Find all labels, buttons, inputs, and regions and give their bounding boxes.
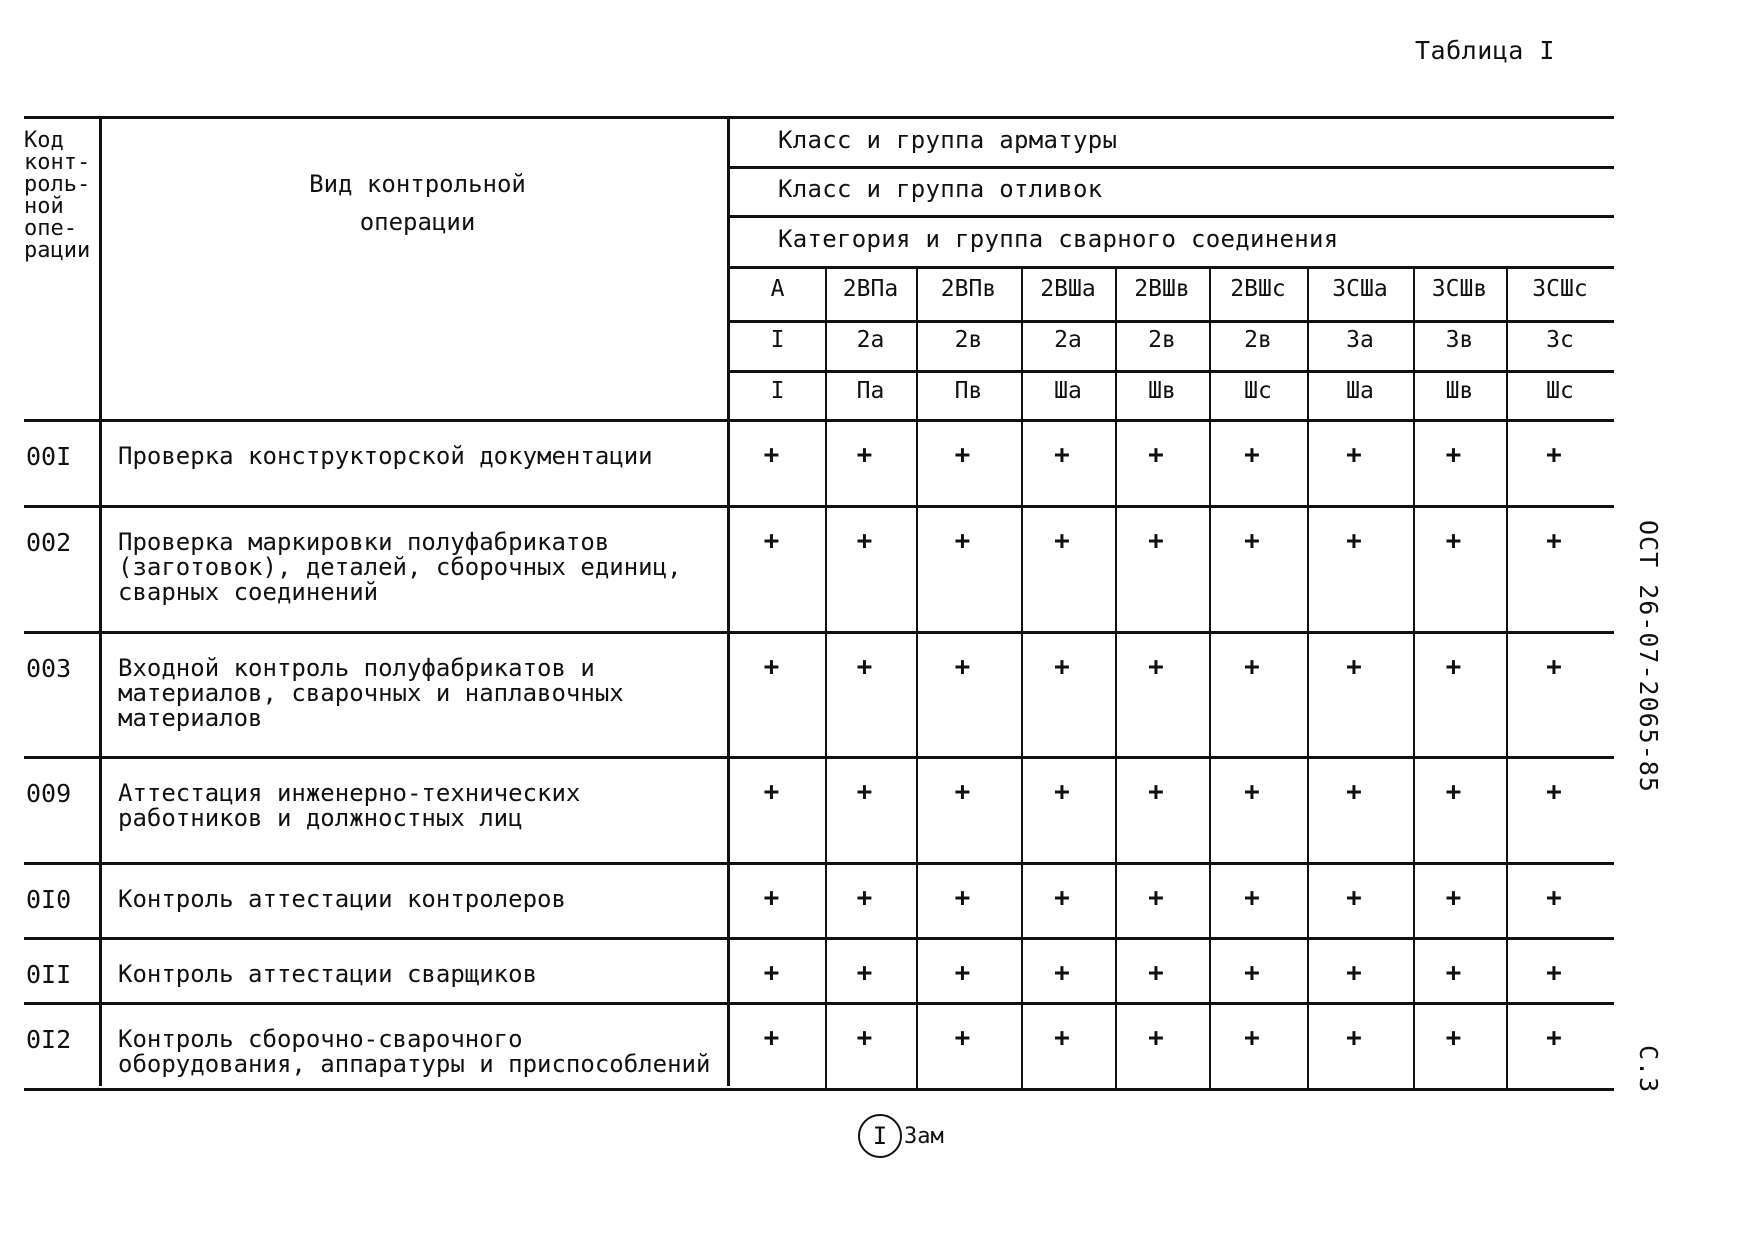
armature-class-cell: 3СШа (1332, 276, 1388, 302)
amendment-mark (858, 1114, 944, 1158)
row-mark: + (1244, 526, 1260, 556)
castings-class-cell: 2в (1244, 327, 1272, 353)
row-operation: Контроль аттестации контролеров (118, 885, 566, 913)
armature-divider (730, 166, 1614, 169)
armature-class-cell: 2ВПа (842, 276, 899, 302)
armature-class-cell: 3СШв (1431, 276, 1488, 302)
row-mark: + (1244, 652, 1260, 682)
row-mark: + (954, 958, 971, 988)
row-mark: + (1244, 777, 1260, 807)
weld-group-cell: Шв (1148, 378, 1176, 404)
row-mark: + (1244, 958, 1260, 988)
row-mark: + (763, 1023, 780, 1053)
row-mark: + (1244, 440, 1260, 470)
row-mark: + (1445, 652, 1462, 682)
row-mark: + (763, 526, 780, 556)
row-mark: + (1445, 526, 1462, 556)
weld-group-cell: Шв (1445, 378, 1474, 404)
row-mark: + (856, 958, 873, 988)
row-mark: + (856, 440, 873, 470)
castings-class-cell: 2в (954, 327, 983, 353)
weld-divider (730, 266, 1614, 269)
row-operation: Контроль сборочно-сварочного оборудования, аппаратуры и приспособлений (118, 1025, 711, 1078)
castings-class-cell: 3с (1546, 327, 1574, 353)
row-mark: + (1546, 777, 1562, 807)
armature-class-cell: 2ВПв (940, 276, 997, 302)
row-code: 0I0 (26, 885, 72, 914)
row-code: 002 (26, 528, 72, 557)
row-mark: + (763, 440, 780, 470)
weld-group-cell: Ша (1346, 378, 1374, 404)
weld-group-cell: Пв (954, 378, 983, 404)
castings-class-cell: 3а (1346, 327, 1374, 353)
castings-class-cell: 2а (856, 327, 885, 353)
row-operation: Контроль аттестации сварщиков (118, 960, 538, 988)
table-bottom-border (24, 1088, 1614, 1091)
row-mark: + (1546, 652, 1562, 682)
row-mark: + (1346, 440, 1362, 470)
table-title: Таблица I (1415, 36, 1555, 65)
row-mark: + (1546, 958, 1562, 988)
document-code: ОСТ 26-07-2065-85 (1634, 520, 1663, 793)
row-mark: + (1445, 883, 1462, 913)
row-mark: + (1346, 958, 1362, 988)
row-mark: + (1346, 777, 1362, 807)
row-mark: + (763, 652, 780, 682)
armature-group-header: Класс и группа арматуры (778, 126, 1118, 154)
castings-group-header: Класс и группа отливок (778, 175, 1103, 203)
row-mark: + (1054, 777, 1070, 807)
weld-group-cell: Ша (1054, 378, 1082, 404)
row-code: 00I (26, 442, 72, 471)
armature-row-divider (730, 320, 1614, 323)
row-mark: + (1346, 526, 1362, 556)
row-mark: + (1546, 883, 1562, 913)
row-code: 0II (26, 960, 72, 989)
operation-column-header: Вид контрольной операции (309, 170, 526, 236)
row-border (24, 419, 1614, 422)
armature-class-cell: 2ВШс (1230, 276, 1286, 302)
row-mark: + (1054, 652, 1070, 682)
castings-divider (730, 215, 1614, 218)
row-mark: + (1054, 883, 1070, 913)
row-border (24, 937, 1614, 940)
row-mark: + (1148, 1023, 1164, 1053)
armature-class-cell: А (770, 276, 785, 302)
row-mark: + (856, 526, 873, 556)
row-border (24, 1002, 1614, 1005)
castings-class-cell: 2в (1148, 327, 1176, 353)
row-mark: + (1148, 526, 1164, 556)
row-border (24, 631, 1614, 634)
row-mark: + (954, 883, 971, 913)
row-mark: + (954, 526, 971, 556)
castings-class-cell: 2а (1054, 327, 1082, 353)
weld-group-cell: Шс (1546, 378, 1574, 404)
row-mark: + (1445, 958, 1462, 988)
row-mark: + (1244, 883, 1260, 913)
weld-group-cell: Шс (1244, 378, 1272, 404)
row-mark: + (1445, 1023, 1462, 1053)
row-border (24, 862, 1614, 865)
row-mark: + (856, 777, 873, 807)
castings-class-cell: 3в (1445, 327, 1474, 353)
weld-group-header: Категория и группа сварного соединения (778, 225, 1339, 253)
row-operation: Проверка маркировки полуфабрикатов (заготовок), деталей, сборочных единиц, сварных соединений (118, 528, 682, 606)
row-border (24, 756, 1614, 759)
row-mark: + (1148, 958, 1164, 988)
armature-class-cell: 2ВШа (1040, 276, 1096, 302)
row-mark: + (954, 777, 971, 807)
table-top-border (24, 116, 1614, 119)
row-operation: Аттестация инженерно-технических работников и должностных лиц (118, 779, 581, 832)
row-mark: + (1445, 440, 1462, 470)
amendment-label: Зам (904, 1123, 944, 1149)
amendment-number: I (858, 1114, 902, 1158)
row-mark: + (1148, 440, 1164, 470)
row-mark: + (1054, 440, 1070, 470)
row-mark: + (1148, 652, 1164, 682)
code-column-border (99, 118, 102, 1086)
row-mark: + (856, 883, 873, 913)
row-operation: Входной контроль полуфабрикатов и материалов, сварочных и наплавочных материалов (118, 654, 624, 732)
weld-group-cell: I (770, 378, 785, 404)
page-number: С.3 (1634, 1045, 1663, 1094)
row-mark: + (763, 958, 780, 988)
row-border (24, 505, 1614, 508)
row-mark: + (763, 777, 780, 807)
row-mark: + (1244, 1023, 1260, 1053)
code-column-header: Код конт- роль- ной опе- рации (24, 128, 91, 263)
row-mark: + (954, 1023, 971, 1053)
weld-group-cell: Па (856, 378, 885, 404)
row-mark: + (1546, 440, 1562, 470)
row-code: 0I2 (26, 1025, 72, 1054)
operation-column-border (727, 118, 730, 1086)
armature-class-cell: 3СШс (1532, 276, 1588, 302)
castings-class-cell: I (770, 327, 785, 353)
row-mark: + (1346, 1023, 1362, 1053)
castings-row-divider (730, 370, 1614, 373)
row-mark: + (1546, 526, 1562, 556)
row-operation: Проверка конструкторской документации (118, 442, 653, 470)
row-mark: + (954, 440, 971, 470)
row-mark: + (1148, 883, 1164, 913)
row-code: 003 (26, 654, 72, 683)
row-mark: + (856, 1023, 873, 1053)
row-mark: + (1148, 777, 1164, 807)
row-mark: + (1546, 1023, 1562, 1053)
row-mark: + (1445, 777, 1462, 807)
row-mark: + (954, 652, 971, 682)
row-mark: + (1346, 883, 1362, 913)
armature-class-cell: 2ВШв (1134, 276, 1190, 302)
row-mark: + (1054, 526, 1070, 556)
row-mark: + (1346, 652, 1362, 682)
row-mark: + (856, 652, 873, 682)
row-mark: + (1054, 1023, 1070, 1053)
row-mark: + (763, 883, 780, 913)
row-code: 009 (26, 779, 72, 808)
row-mark: + (1054, 958, 1070, 988)
